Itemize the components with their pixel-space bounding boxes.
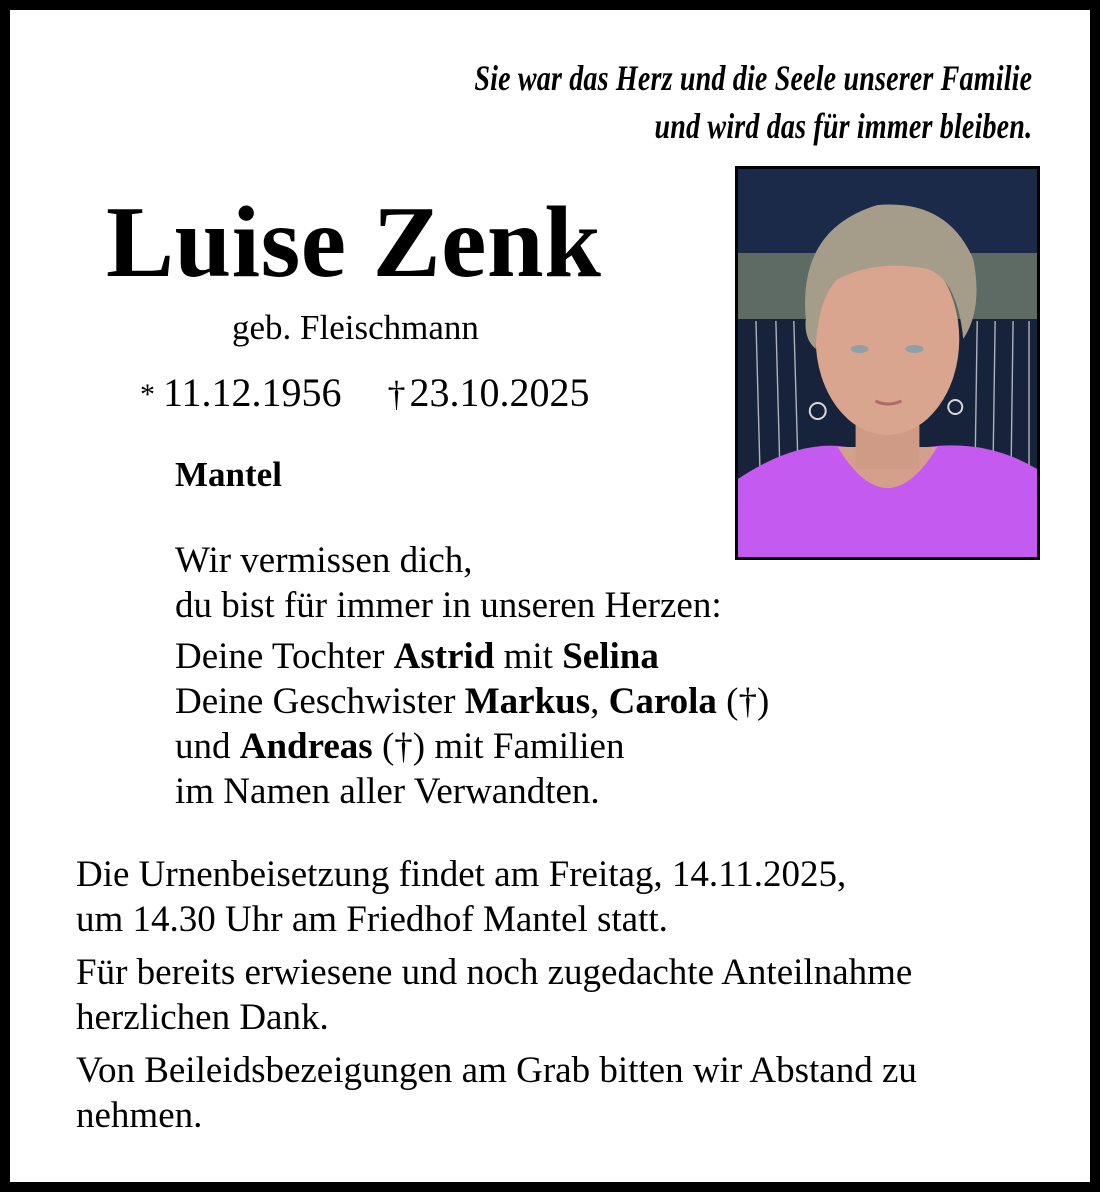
portrait-image	[738, 169, 1037, 557]
mourner-name: Carola	[608, 681, 717, 722]
mourner-name: Markus	[464, 681, 591, 722]
portrait-photo	[735, 166, 1040, 560]
motto-line-2: und wird das für immer bleiben.	[654, 106, 1032, 146]
mourners-intro-2: du bist für immer in unseren Herzen:	[175, 585, 722, 626]
maiden-name: geb. Fleischmann	[232, 308, 479, 347]
life-dates	[140, 370, 590, 418]
mourner-name: Andreas	[239, 726, 373, 767]
mourners-andreas-line: und Andreas (†) mit Familien	[175, 726, 625, 767]
mourners-siblings-line: Deine Geschwister Markus, Carola (†)	[175, 681, 770, 722]
condolence-request: Von Beileidsbezeigungen am Grab bitten wir Abstand zu nehmen.	[76, 1050, 917, 1136]
thanks-note: Für bereits erwiesene und noch zugedachte Anteilnahme herzlichen Dank.	[76, 952, 913, 1038]
mourners-block	[175, 538, 769, 814]
funeral-details: Die Urnenbeisetzung findet am Freitag, 14.11.2025, um 14.30 Uhr am Friedhof Mantel statt.	[76, 854, 847, 940]
death-cross-icon: †	[387, 374, 406, 414]
death-date: 23.10.2025	[409, 370, 590, 415]
deceased-name: Luise Zenk	[106, 186, 602, 299]
place-of-residence: Mantel	[175, 455, 282, 494]
mourners-relatives-line: im Namen aller Verwandten.	[175, 771, 600, 812]
mourner-name: Selina	[562, 636, 659, 677]
birth-star-icon: *	[140, 378, 155, 411]
mourner-name: Astrid	[393, 636, 495, 677]
motto-quote	[474, 54, 1032, 150]
funeral-info	[76, 852, 1036, 1146]
mourners-daughter-line: Deine Tochter Astrid mit Selina	[175, 636, 659, 677]
mourners-intro-1: Wir vermissen dich,	[175, 540, 473, 581]
motto-line-1: Sie war das Herz und die Seele unserer Familie	[474, 58, 1032, 98]
birth-date: 11.12.1956	[163, 370, 342, 415]
